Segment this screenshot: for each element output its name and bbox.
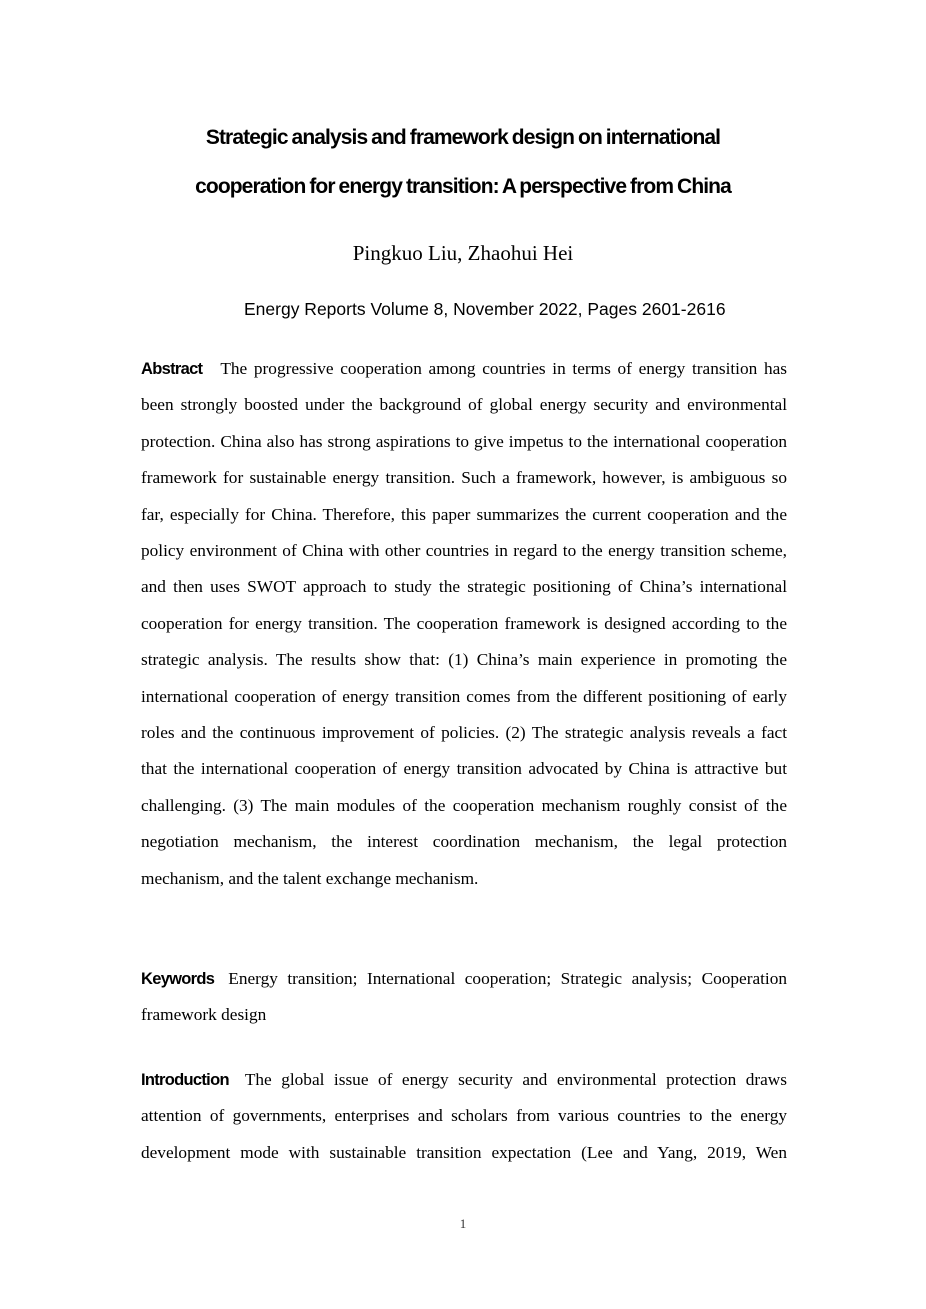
keywords-paragraph	[141, 961, 787, 1034]
introduction-paragraph	[141, 1062, 787, 1171]
journal-citation: Energy Reports Volume 8, November 2022, Pages 2601-2616	[244, 299, 726, 319]
abstract-section	[141, 351, 787, 897]
keywords-section	[141, 961, 787, 1034]
paper-title-line-2: cooperation for energy transition: A perspective from China	[195, 175, 731, 198]
keywords-text: Energy transition; International cooperation; Strategic analysis; Cooperation framework design	[141, 969, 787, 1025]
page-number: 1	[459, 1216, 467, 1231]
introduction-label: Introduction	[141, 1071, 229, 1089]
introduction-text: The global issue of energy security and environmental protection draws attention of governments, enterprises and scholars from various countries to the energy development mode with sustainable transition expectation (Lee and Yang, 2019, Wen	[141, 1070, 787, 1162]
keywords-label: Keywords	[141, 970, 215, 988]
paper-title-line-1: Strategic analysis and framework design on international	[205, 126, 721, 149]
abstract-paragraph	[141, 351, 787, 897]
introduction-section	[141, 1062, 787, 1171]
paper-authors: Pingkuo Liu, Zhaohui Hei	[352, 241, 574, 265]
abstract-label: Abstract	[141, 360, 203, 378]
abstract-text: The progressive cooperation among countries in terms of energy transition has been strongly boosted under the background of global energy security and environmental protection. China also has strong aspirations to give impetus to the international cooperation framework for sustainable energy transition. Such a framework, however, is ambiguous so far, especially for China. Therefore, this paper summarizes the current cooperation and the policy environment of China with other countries in regard to the energy transition scheme, and then uses SWOT approach to study the strategic positioning of China’s international cooperation for energy transition. The cooperation framework is designed according to the strategic analysis. The results show that: (1) China’s main experience in promoting the international cooperation of energy transition comes from the different positioning of early roles and the continuous improvement of policies. (2) The strategic analysis reveals a fact that the international cooperation of energy transition advocated by China is attractive but challenging. (3) The main modules of the cooperation mechanism roughly consist of the negotiation mechanism, the interest coordination mechanism, the legal protection mechanism, and the talent exchange mechanism.	[141, 359, 787, 888]
